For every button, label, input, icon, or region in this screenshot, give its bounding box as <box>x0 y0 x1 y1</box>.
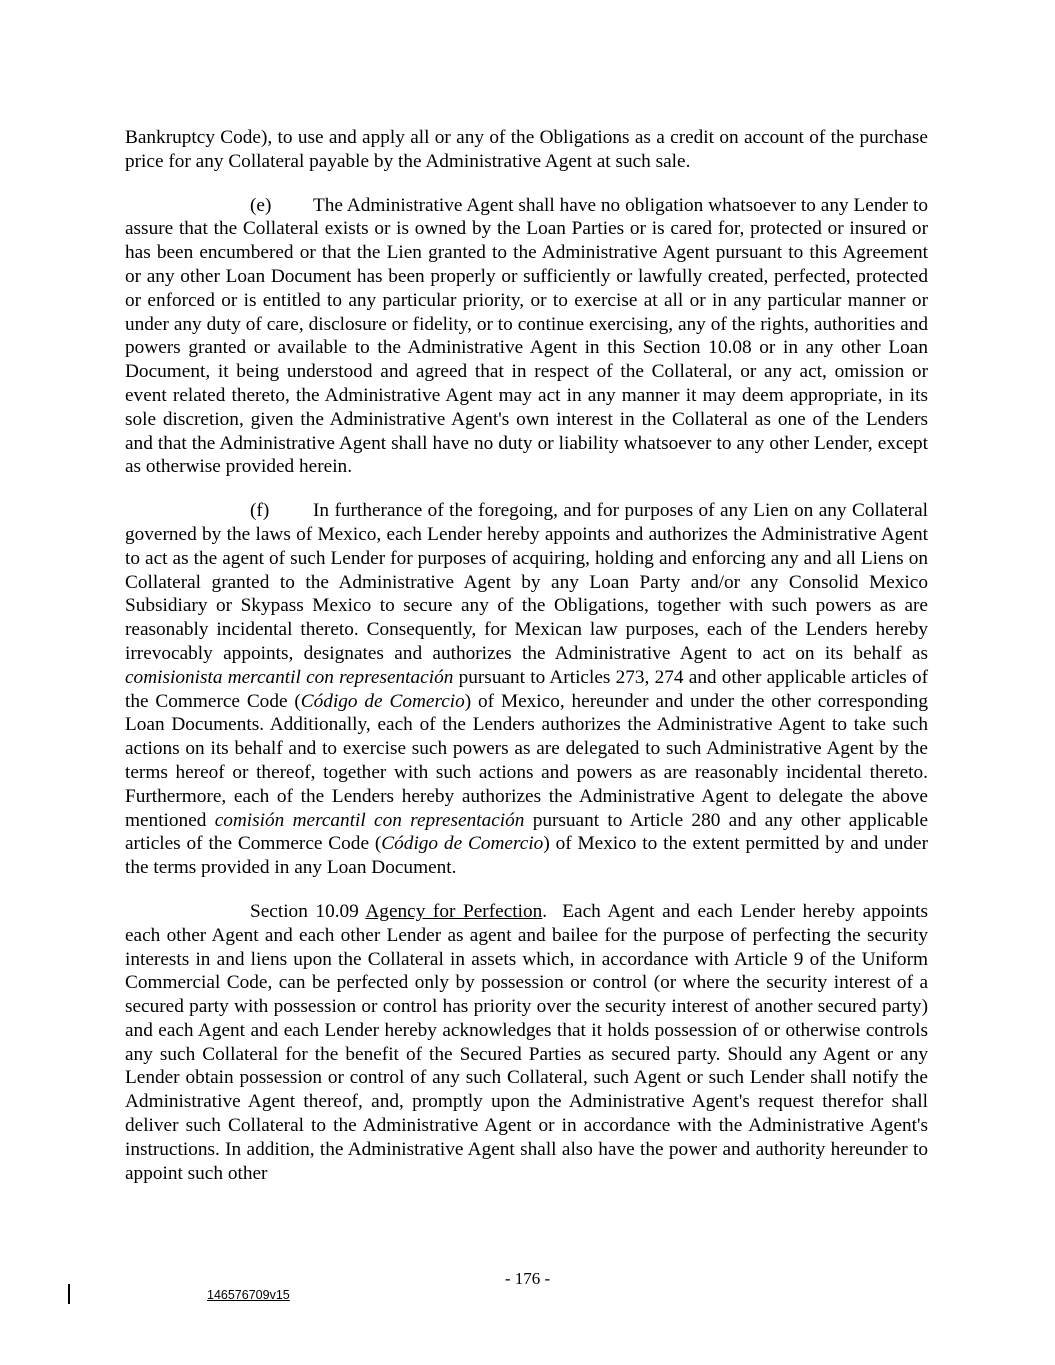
page-body <box>125 126 928 1205</box>
paragraph-e <box>125 194 928 480</box>
document-id: 146576709v15 <box>207 1288 290 1302</box>
paragraph-f: (f) In furtherance of the foregoing, and for purposes of any Lien on any Collateral governed by the laws of Mexico, each Lender hereby appoints and authorizes the Administrative Agent to act as the agent of such Lender for purposes of acquiring, holding and enforcing any and all Liens on Collateral granted to the Administrative Agent by any Loan Party and/or any Consolid Mexico Subsidiary or Skypass Mexico to secure any of the Obligations, together with such powers as are reasonably incidental thereto. Consequently, for Mexican law purposes, each of the Lenders hereby irrevocably appoints, designates and authorizes the Administrative Agent to act on its behalf as comisionista mercantil con representación pursuant to Articles 273, 274 and other applicable articles of the Commerce Code (Código de Comercio) of Mexico, hereunder and under the other corresponding Loan Documents. Additionally, each of the Lenders authorizes the Administrative Agent to take such actions on its behalf and to exercise such powers as are delegated to such Administrative Agent by the terms hereof or thereof, together with such actions and powers as are reasonably incidental thereto. Furthermore, each of the Lenders hereby authorizes the Administrative Agent to delegate the above mentioned comisión mercantil con representación pursuant to Article 280 and any other applicable articles of the Commerce Code (Código de Comercio) of Mexico to the extent permitted by and under the terms provided in any Loan Document. <box>125 500 929 879</box>
italic-term: Código de Comercio <box>381 833 544 855</box>
italic-term: comisión mercantil con representación <box>214 809 525 831</box>
section-number: Section 10.09 <box>250 900 359 922</box>
section-10-09: Section 10.09 Agency for Perfection. Each Agent and each Lender hereby appoints each other Agent and each other Lender as agent and bailee for the purpose of perfecting the security interests in and liens upon the Collateral in assets which, in accordance with Article 9 of the Uniform Commercial Code, can be perfected only by possession or control (or where the security interest of a secured party with possession or control has priority over the security interest of another secured party) and each Agent and each Lender hereby acknowledges that it holds possession of or otherwise controls any such Collateral for the benefit of the Secured Parties as secured party. Should any Agent or any Lender obtain possession or control of any such Collateral, such Agent or such Lender shall notify the Administrative Agent thereof, and, promptly upon the Administrative Agent's request therefor shall deliver such Collateral to the Administrative Agent or in accordance with the Administrative Agent's instructions. In addition, the Administrative Agent shall also have the power and authority hereunder to appoint such other <box>125 900 929 1184</box>
section-text: Each Agent and each Lender hereby appoints each other Agent and each other Lender as agent and bailee for the purpose of perfecting the security interests in and liens upon the Collateral in assets which, in accordance with Article 9 of the Uniform Commercial Code, can be perfected only by possession or control (or where the security interest of a secured party with possession or control has priority over the security interest of another secured party) and each Agent and each Lender hereby acknowledges that it holds possession of or otherwise controls any such Collateral for the benefit of the Secured Parties as secured party. Should any Agent or any Lender obtain possession or control of any such Collateral, such Agent or such Lender shall notify the Administrative Agent thereof, and, promptly upon the Administrative Agent's request therefor shall deliver such Collateral to the Administrative Agent or in accordance with the Administrative Agent's instructions. In addition, the Administrative Agent shall also have the power and authority hereunder to appoint such other <box>125 900 929 1184</box>
paragraph-f-label: (f) <box>250 500 270 522</box>
paragraph-continuation: Bankruptcy Code), to use and apply all or any of the Obligations as a credit on account of the purchase price for any Collateral payable by the Administrative Agent at such sale. <box>125 127 928 172</box>
change-bar <box>68 1284 70 1304</box>
paragraph-e-label: (e) <box>250 194 272 216</box>
italic-term: Código de Comercio <box>300 690 465 712</box>
paragraph-e-text: The Administrative Agent shall have no obligation whatsoever to any Lender to assure that the Collateral exists or is owned by the Loan Parties or is cared for, protected or insured or has been encumbered or that the Lien granted to the Administrative Agent pursuant to this Agreement or any other Loan Document has been properly or sufficiently or lawfully created, perfected, protected or enforced or is entitled to any particular priority, or to exercise at all or in any particular manner or under any duty of care, disclosure or fidelity, or to continue exercising, any of the rights, authorities and powers granted or available to the Administrative Agent in this Section 10.08 or in any other Loan Document, it being understood and agreed that in respect of the Collateral, or any act, omission or event related thereto, the Administrative Agent may act in any manner it may deem appropriate, in its sole discretion, given the Administrative Agent's own interest in the Collateral as one of the Lenders and that the Administrative Agent shall have no duty or liability whatsoever to any other Lender, except as otherwise provided herein. <box>125 194 928 478</box>
page-number: - 176 - <box>504 1269 551 1288</box>
section-heading: Agency for Perfection <box>365 900 543 922</box>
italic-term: comisionista mercantil con representación <box>125 666 454 688</box>
